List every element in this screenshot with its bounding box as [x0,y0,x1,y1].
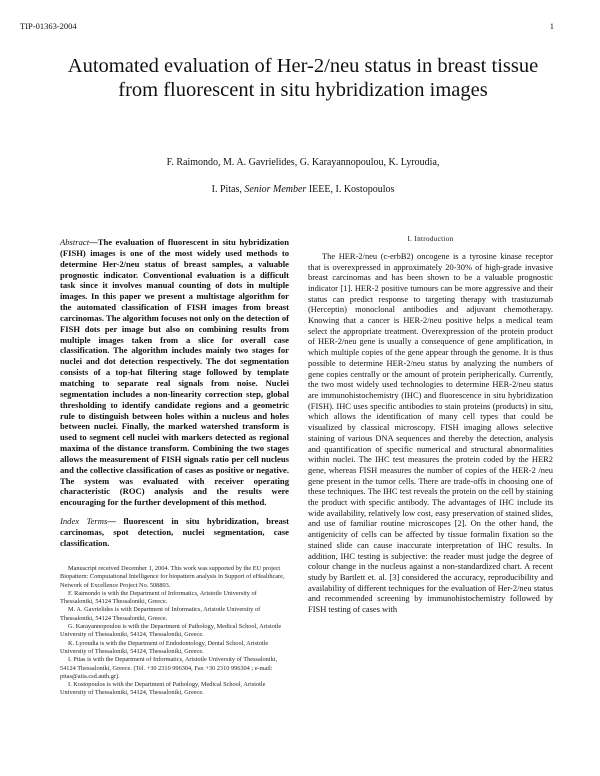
author-title: Senior Member [244,184,307,195]
running-header-id: TIP-01363-2004 [20,21,77,31]
abstract-label: Abstract [60,237,90,247]
abstract [60,237,289,508]
author-line-1: F. Raimondo, M. A. Gavrielides, G. Karayannopoulou, K. Lyroudia, [166,157,440,168]
footnote: I. Pitas is with the Department of Informatics, Aristotle University of Thessaloniki, 54124 Thessaloniki, Greece. (Tel. +30 2310 996304, Fax +30 2310 996304 ; e-mail: pitas@aiia.csd.auth.gr). [60,656,278,680]
footnote: Manuscript received December 1, 2004. This work was supported by the EU project Biopattern: Computational Intelligence for biopattern analysis in Support of eHealthcare, Network of Excellence Project No. 508803. [60,565,285,589]
index-terms-text: — fluorescent in situ hybridization, breast carcinomas, spot detection, nuclei segmentation, case classification. [60,516,290,548]
section-heading-introduction: I. Introduction [407,235,454,243]
author-text: I. Pitas, [211,184,245,195]
index-terms [60,516,289,549]
footnote: F. Raimondo is with the Department of Informatics, Aristotle University of Thessaloniki, 54124 Thessaloniki, Greece. [60,589,257,606]
abstract-text: —The evaluation of fluorescent in situ hybridization (FISH) images is one of the most widely used methods to determine Her-2/neu status of breast samples, a valuable prognostic indicator. Conventional evaluation is a difficult task since it involves manual counting of dots in multiple images. In this paper we present a multistage algorithm for the automated classification of FISH images from breast carcinomas. The algorithm focuses not only on the detection of FISH dots per image but also on combining results from multiple images taken from a slice for overall case classification. The algorithm includes mainly two stages for nuclei and dot detection respectively. The dot segmentation consists of a top-hat filtering stage followed by template matching to separate real signals from noise. Nuclei segmentation includes a non-linearity correction step, global thresholding to identify candidate regions and a geometric rule to distinguish between holes within a nucleus and holes between nuclei. Finally, the marked watershed transform is used to segment cell nuclei with markers detected as regional maxima of the distance transform. Combining the two stages allows the measurement of FISH signals ratio per cell nucleus and the collective classification of cases as positive or negative. The system was evaluated with receiver operating characteristic (ROC) analysis and the results were encouraging for the further development of this method. [60,237,289,508]
author-text: IEEE, I. Kostopoulos [306,184,395,195]
footnotes [60,565,289,698]
footnote: K. Lyroudia is with the Department of Endodontology, Dental School, Aristotle University of Thessaloniki, 54124, Thessaloniki, Greece. [60,639,269,655]
author-line-2 [40,184,566,195]
index-terms-label: Index Terms [60,516,108,527]
footnote: I. Kostopoulos is with the Department of Pathology, Medical School, Aristotle University of Thessaloniki, 54124, Thessaloniki, Greece. [60,681,266,697]
footnote: M. A. Gavrielides is with Department of Informatics, Aristotle University of Thessaloniki, 54124 Thessaloniki, Greece. [60,606,261,622]
introduction-paragraph: The HER-2/neu (c-erbB2) oncogene is a tyrosine kinase receptor that is overexpressed in approximately 20-30% of high-grade invasive breast carcinomas and has been shown to be a valuable prognostic indicator [1]. HER-2 positive tumours can be more aggressive and their status can predict response to targeting therapy with trastuzumab (Herceptin) monoclonal antibodies and adjuvant chemotherapy. Knowing that a cancer is HER-2/neu positive helps a medical team select the appropriate treatment. Overexpression of the protein product of HER-2/neu gene is usually a consequence of gene amplification, in which multiple copies of the gene appear through the genome. It is thus possible to determine HER-2/neu status by analyzing the numbers of gene copies centrally or the amount of protein peripherically. Currently, the two most widely used technologies to determine HER-2/neu status are immunohistochemistry (IHC) and fluorescence in situ hybridization (FISH). IHC uses specific antibodies to stain proteins (products) in situ, which allows the identification of many cell types that could be visualized by classical microscopy. FISH imaging allows selective staining of various DNA sequences and thereby the detection, analysis and quantification of specific numerical and structural abnormalities within nuclei. The IHC test measures the protein coded by the HER2 gene, whereas FISH measures the number of copies of the HER-2 /neu gene present in the tumor cells. There are trade-offs in choosing one of these techniques. The IHC test reveals the protein on the cell by staining the product with specific antibody. The advantages of IHC include its wide availability, relatively low cost, easy preservation of stained slides, and use of familiar routine microscopes [2]. On the other hand, the antigenicity of cells can be affected by tissue formalin fixation so the stained slide can cause inaccurate interpretation of IHC results. In addition, IHC testing is subjective: the reader must judge the degree of colour change in the nucleus against a non-standardized chart. A recent study by Bartlett et. al. [3] considered the accuracy, reproducibility and availability of different techniques for the evaluation of Her-2/neu status and recommended screening by immunohistochemistry followed by FISH testing of cases with [308,250,553,615]
left-column [60,237,289,549]
paper-title: Automated evaluation of Her-2/neu status in breast tissue from fluorescent in situ hybridization images [67,55,539,101]
footnote: G. Karayannopoulou is with the Department of Pathology, Medical School, Aristotle University of Thessaloniki, 54124, Thessaloniki, Greece. [60,623,282,639]
page-number: 1 [549,21,554,31]
right-column [308,234,553,615]
